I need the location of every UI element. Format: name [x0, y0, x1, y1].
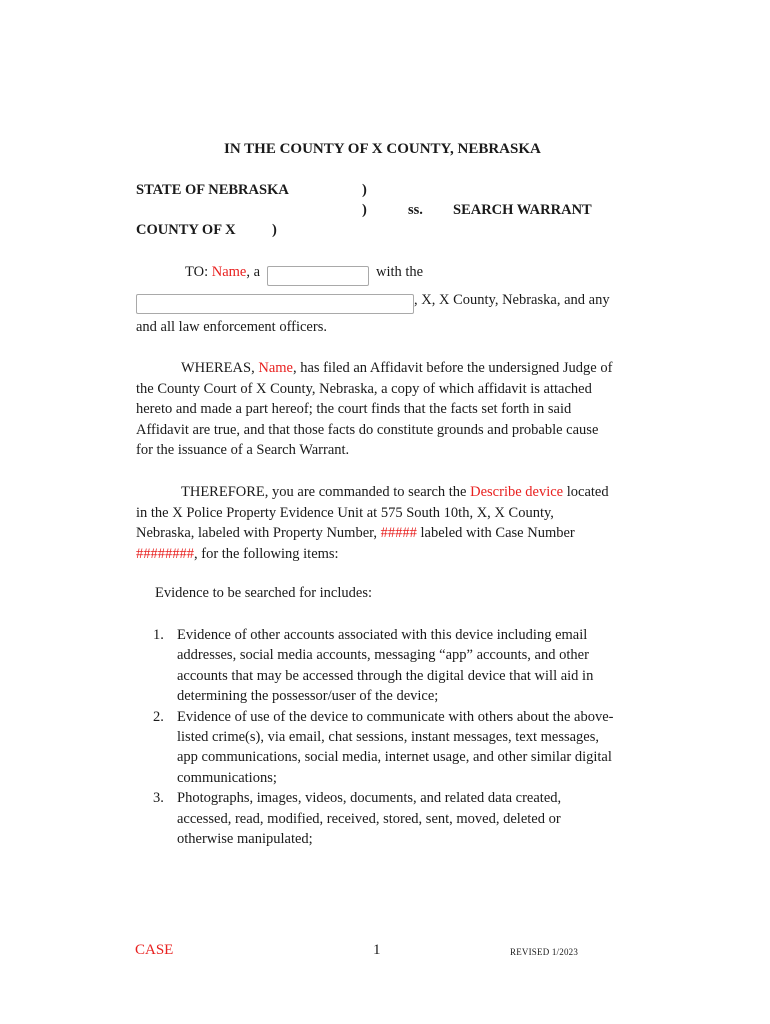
- evidence-intro: Evidence to be searched for includes:: [155, 585, 373, 601]
- court-title: IN THE COUNTY OF X COUNTY, NEBRASKA: [224, 141, 541, 157]
- device-placeholder: Describe device: [470, 484, 564, 500]
- list-item: 3. Photographs, images, videos, documents, and related data created, accessed, read, modified, received, stored, sent, moved, deleted or otherwise manipulated;: [153, 790, 562, 848]
- therefore-paragraph: THEREFORE, you are commanded to search the Describe device located in the X Police Property Evidence Unit at 575 South 10th, X, X County, Nebraska, labeled with Property Number, ##### labeled with Case Number ########, for the following items:: [136, 484, 609, 562]
- to-a-text: , a: [246, 264, 261, 280]
- list-item: 2. Evidence of use of the device to communicate with others about the above- listed crime(s), via email, chat sessions, instant messages, text messages, app communications, social media, internet usage, and other similar digital communications;: [153, 708, 614, 786]
- caption-state: STATE OF NEBRASKA: [136, 182, 289, 198]
- document-title: SEARCH WARRANT: [453, 202, 592, 218]
- officers-text: and all law enforcement officers.: [136, 319, 327, 335]
- to-line: [185, 264, 260, 281]
- list-item: 1. Evidence of other accounts associated with this device including email addresses, social media accounts, messaging “app” accounts, and other accounts that may be accessed through the digital device that will aid in determining the possessor/user of the device;: [153, 627, 594, 705]
- evidence-list: [153, 625, 613, 849]
- caption-paren: ): [362, 202, 367, 218]
- revised-date: REVISED 1/2023: [510, 947, 579, 957]
- property-number-placeholder: #####: [380, 525, 417, 542]
- to-prefix: TO:: [185, 264, 212, 280]
- caption-paren: ): [362, 182, 367, 198]
- case-number-placeholder: ########: [136, 545, 194, 562]
- with-the-text: with the: [376, 264, 424, 280]
- page-number: 1: [373, 942, 381, 958]
- whereas-paragraph: WHEREAS, Name, has filed an Affidavit before the undersigned Judge of the County Court of X County, Nebraska, a copy of which affidavit is attached hereto and made a part hereof; the court finds that the facts set forth in said Affidavit are true, and that those facts do constitute grounds and probable cause for the issuance of a Search Warrant.: [136, 360, 613, 459]
- agency-field[interactable]: [267, 266, 369, 286]
- address-field[interactable]: [136, 294, 414, 314]
- footer-case-label: CASE: [135, 942, 174, 958]
- caption-ss: ss.: [408, 202, 423, 218]
- caption-paren: ): [272, 222, 277, 238]
- whereas-name-placeholder: Name: [258, 360, 293, 376]
- to-name-placeholder: Name: [211, 264, 247, 280]
- location-text: , X, X County, Nebraska, and any: [414, 292, 610, 308]
- caption-county: COUNTY OF X: [136, 222, 236, 238]
